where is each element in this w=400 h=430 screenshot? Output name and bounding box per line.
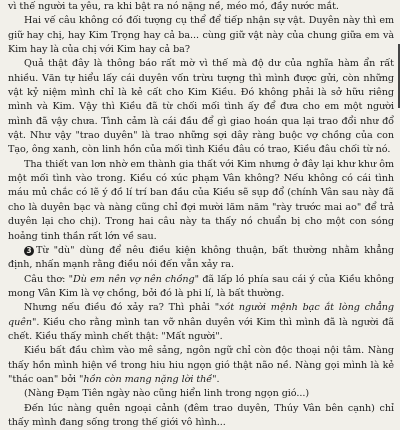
paragraph	[8, 387, 394, 401]
paragraph	[8, 344, 394, 387]
paragraph-text: Từ "dù" dùng để nêu điều kiện không thuận, bất thường nhằm khẳng định, nhấn mạnh rằng điều nói đến vẫn xảy ra.	[8, 244, 394, 271]
quoted-verse: "hồn còn mang nặng lời thề"	[79, 373, 217, 385]
paragraph-text: Quả thật đây là thông báo rất mờ vì thế mà độ dư của nghĩa hàm ẩn rất nhiều. Văn tự hiểu lấy cái duyên vốn trừu tượng thì mình được gửi, còn những vật kỷ niệm mình chỉ là kẻ cất cho Kim Kiều. Đó không phải là sở hữu riêng mình và Kim. Vậy thì Kiều đã từ chối mối tình ấy để đưa cho em một người mình đã vậy chưa. Tình cảm là cái đầu để gì giao hoán qua lại trao đổi như đổ vật. Như vậy "trao duyên" là trao những sợi dây ràng buộc vợ chồng của con Tạo, ông xanh, còn linh hồn của mối tình Kiều đâu có trao, Kiều đâu chối từ nó.	[8, 58, 394, 156]
paragraph-text: Câu thơ:	[24, 273, 69, 285]
paragraph-text: Tha thiết van lơn nhờ em thành gia thất với Kim nhưng ở đây lại khư khư ôm một mối tình vào trong. Kiều có xúc phạm Vân không? Nếu không có cái tình máu mủ chắc có lẽ ý đồ lí trí ban đầu của Kiều sẽ sụp đổ (chính Vân sau này đã cho là duyên bạc và nàng cũng chỉ đợi mười lăm năm "rày trước mai ao" để trả duyên lại cho chị). Trong hai câu này ta thấy nó chuẩn bị cho một con sóng hoảng tinh thần rất lớn về sau.	[8, 158, 394, 242]
paragraph	[8, 0, 394, 14]
paragraph-text: (Nàng Đạm Tiên ngày nào cũng hiển linh trong ngọn gió...)	[24, 388, 310, 400]
document-body	[8, 0, 394, 430]
paragraph	[8, 301, 394, 344]
paragraph-text: .	[216, 373, 220, 385]
paragraph	[8, 57, 394, 157]
paragraph	[8, 402, 394, 430]
paragraph-text: Nhưng nếu điều đó xảy ra? Thì phải	[24, 302, 215, 314]
paragraph	[8, 244, 394, 273]
item-number-badge: 3	[24, 246, 34, 256]
paragraph-text: đã lấp ló phía sau cái ý của Kiều không mong Vân Kim là vợ chồng, bởi đó là phi lí, là bất thường.	[8, 273, 395, 299]
paragraph-text: Hai vế câu không có đối tượng cụ thể để tiếp nhận sự vật. Duyên này thì em giữ hay chị, hay Kim Trọng hay cả ba... cùng giữ vật này của chung giữa em và Kim hay là của chị với Kim hay cả ba?	[8, 15, 394, 56]
paragraph-text: vì thế người ta yêu, ra khi bật ra nó nặng nề, méo mó, đầy nước mắt.	[8, 1, 339, 12]
paragraph	[8, 158, 394, 244]
paragraph-text: Kiều bất đầu chìm vào mê sảng, ngôn ngữ chỉ còn độc thoại nội tâm. Nàng thấy hồn mình hiện về trong hiu hiu ngọn gió thật não nề. Nàng gọi mình là kẻ "thác oan" bởi	[8, 345, 394, 385]
paragraph-text: . Kiều cho rằng mình tan vỡ nhân duyên với Kim thì mình đã là người đã chết. Kiều thấy mình chết thật: "Mất người".	[8, 316, 394, 342]
paragraph	[8, 14, 394, 57]
quoted-verse: "xót người mệnh bạc ắt lòng chẳng quên"	[8, 302, 394, 328]
paragraph-text: Đến lúc nàng quên ngoại cảnh (đêm trao duyên, Thúy Vân bên cạnh) chỉ thấy mình đang sống trong thế giới vô hình...	[8, 402, 394, 428]
paragraph	[8, 273, 394, 302]
quoted-verse: "Dù em nên vợ nên chồng"	[68, 273, 199, 285]
